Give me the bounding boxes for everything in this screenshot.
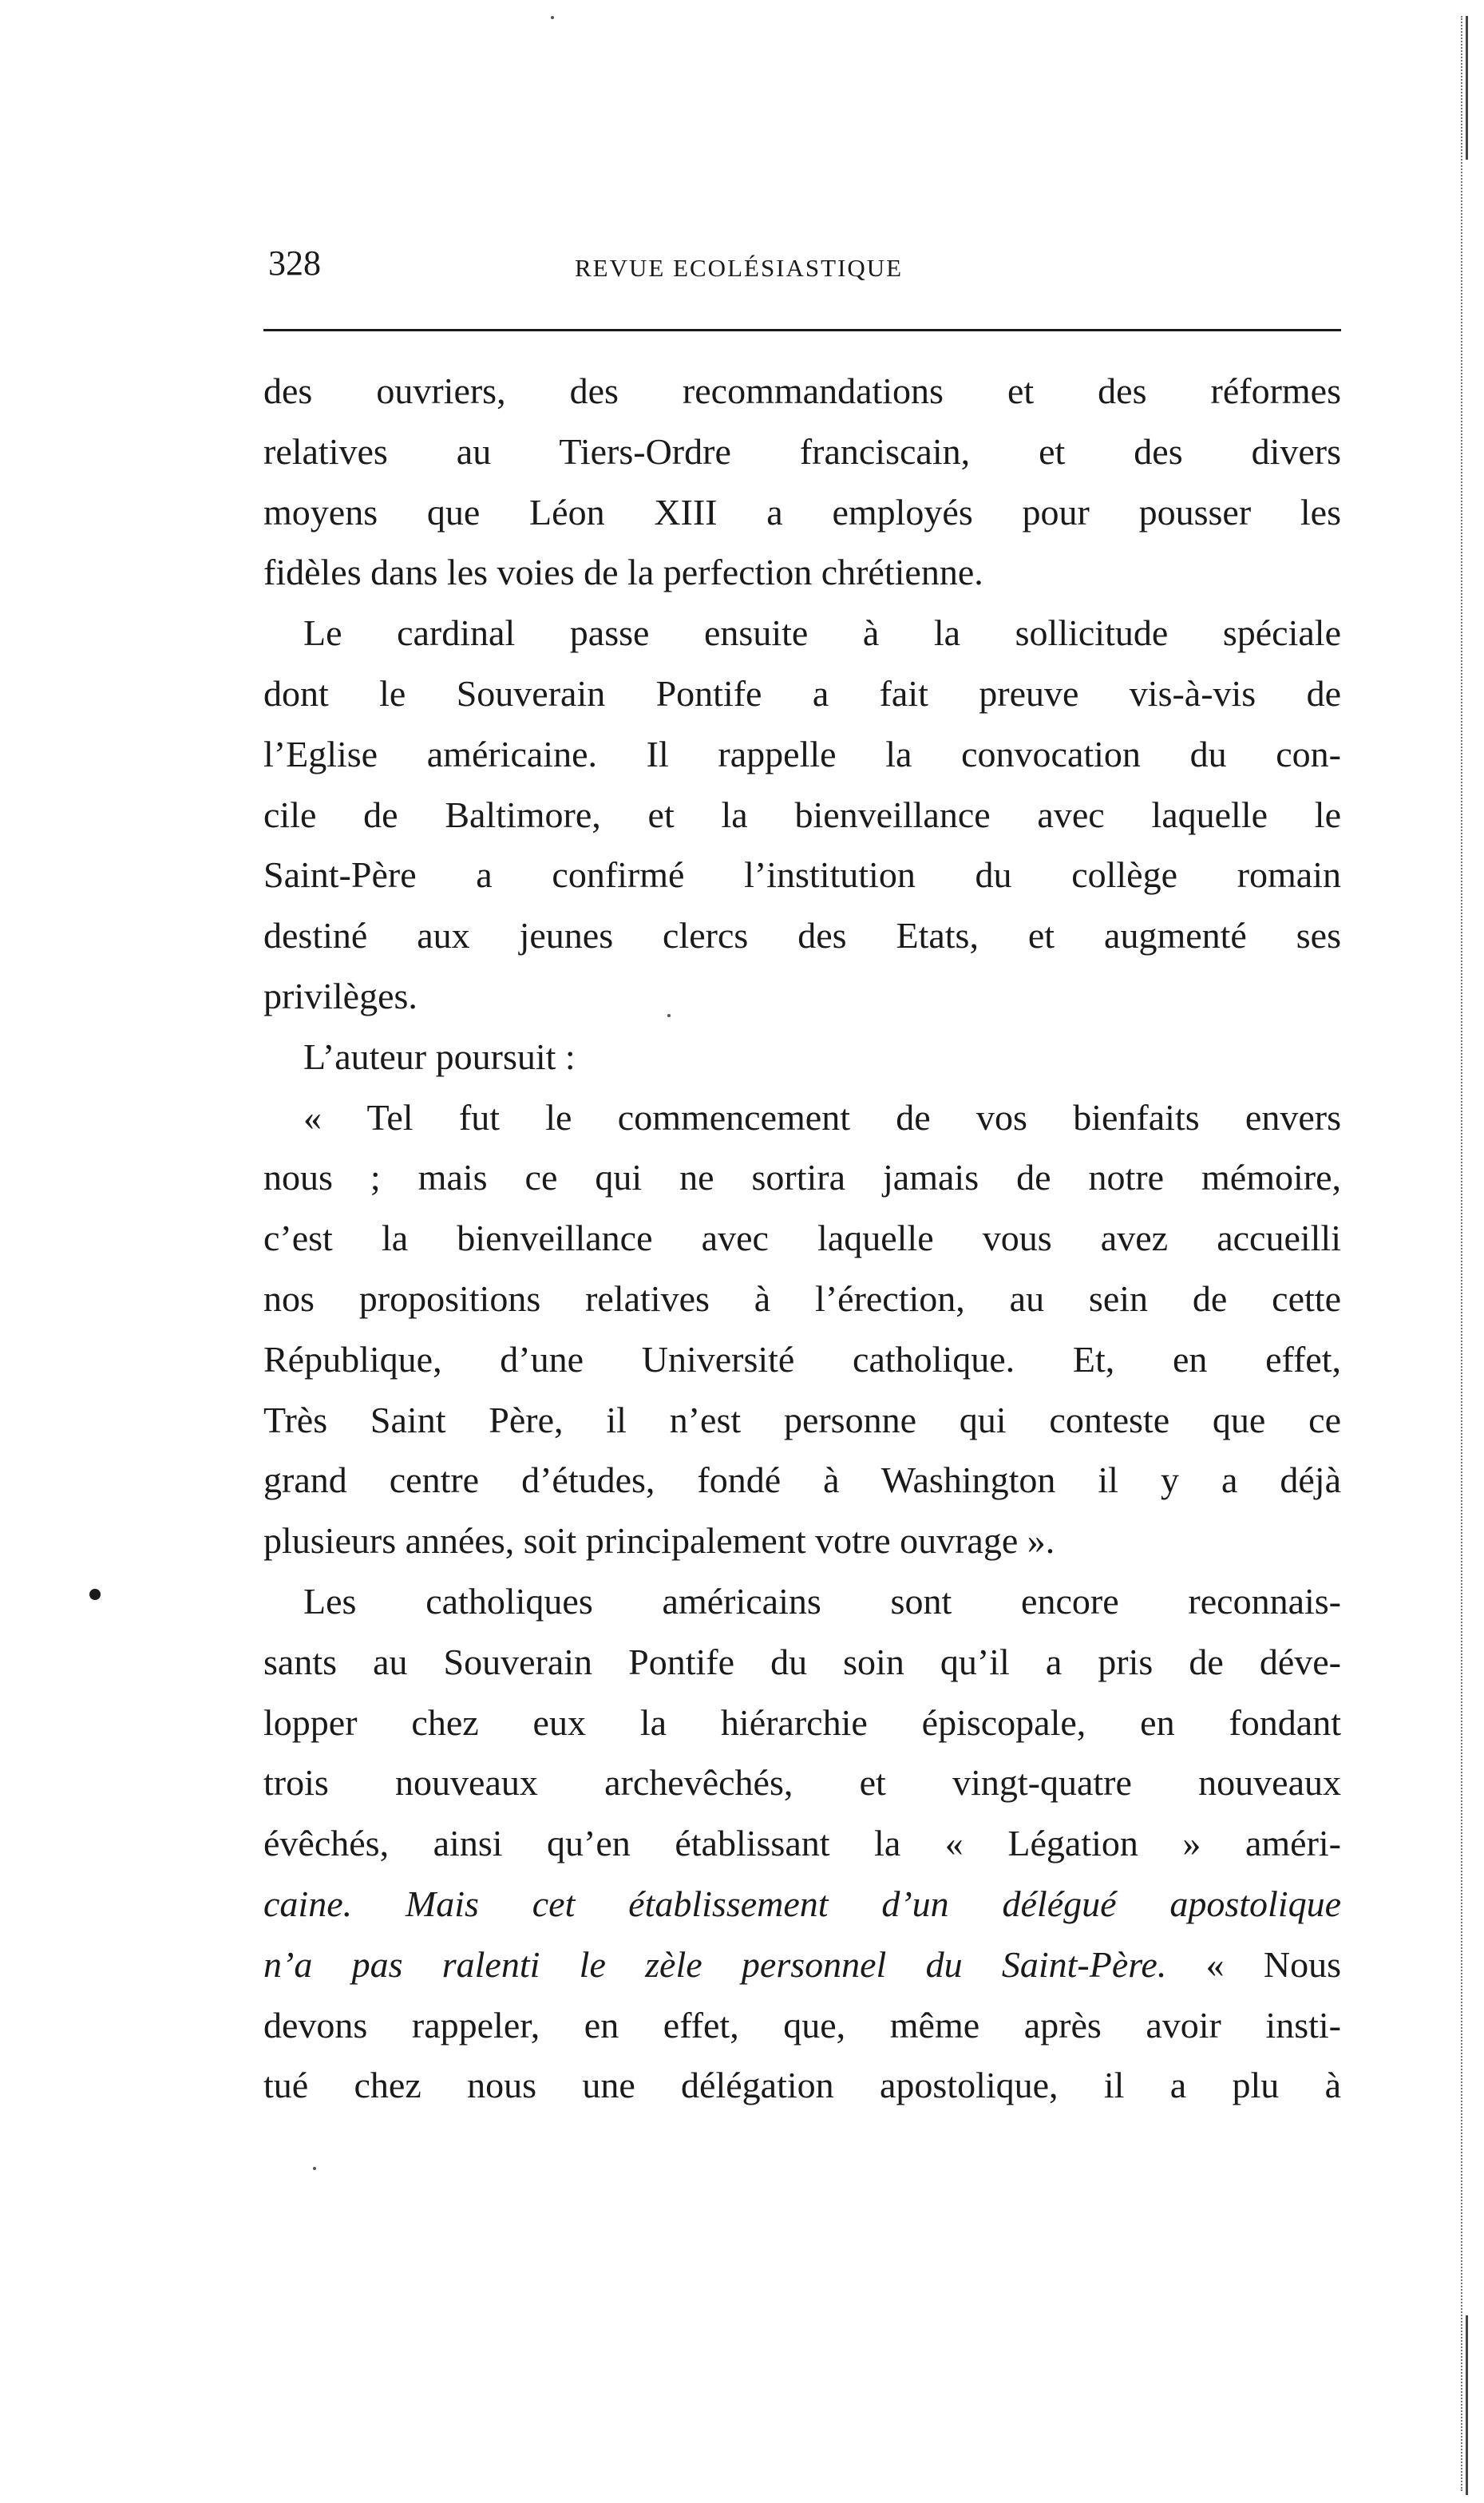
text-line: cile de Baltimore, et la bienveillance avec laquelle le — [263, 794, 1341, 835]
text-line: grand centre d’études, fondé à Washington il y a déjà — [263, 1459, 1341, 1501]
right-margin-dotted-line — [1461, 16, 1462, 2491]
text-line: sants au Souverain Pontife du soin qu’il a pris de déve- — [263, 1641, 1341, 1682]
right-margin-edge-mark-lower — [1466, 2315, 1468, 2495]
text-line: des ouvriers, des recommandations et des réformes — [263, 370, 1341, 411]
text-line: fidèles dans les voies de la perfection chrétienne. — [263, 552, 983, 593]
text-line: lopper chez eux la hiérarchie épiscopale, en fondant — [263, 1701, 1341, 1743]
right-margin-edge-mark — [1466, 16, 1468, 160]
page-number: 328 — [268, 244, 321, 283]
text-line: Très Saint Père, il n’est personne qui conteste que ce — [263, 1399, 1341, 1440]
text-line: nous ; mais ce qui ne sortira jamais de notre mémoire, — [263, 1157, 1341, 1198]
text-line: c’est la bienveillance avec laquelle vous avez accueilli — [263, 1218, 1341, 1259]
text-line: relatives au Tiers-Ordre franciscain, et des divers — [263, 430, 1341, 472]
running-head — [263, 240, 1341, 303]
text-line: L’auteur poursuit : — [303, 1036, 576, 1077]
text-line: « Tel fut le commencement de vos bienfaits envers — [303, 1096, 1341, 1138]
text-line: devons rappeler, en effet, que, même après avoir insti- — [263, 2004, 1341, 2046]
header-rule — [263, 329, 1341, 331]
italic-run: n’a pas ralenti le zèle personnel du Saint-Père. — [263, 1943, 1167, 1985]
text-line: trois nouveaux archevêchés, et vingt-quatre nouveaux — [263, 1762, 1341, 1804]
text-line: dont le Souverain Pontife a fait preuve vis-à-vis de — [263, 672, 1341, 714]
text-line-mixed — [263, 1935, 1341, 1995]
text-line-italic: caine. Mais cet établissement d’un délégué apostolique — [263, 1883, 1341, 1924]
running-title: REVUE ECOLÉSIASTIQUE — [575, 254, 904, 282]
text-line: évêchés, ainsi qu’en établissant la « Légation » améri- — [263, 1823, 1341, 1864]
text-line: privilèges. — [263, 975, 417, 1016]
text-line: moyens que Léon XIII a employés pour pousser les — [263, 491, 1341, 533]
body-text — [263, 361, 1341, 2277]
text-line: Saint-Père a confirmé l’institution du collège romain — [263, 854, 1341, 896]
roman-run: « Nous — [1166, 1943, 1342, 1985]
text-line: l’Eglise américaine. Il rappelle la convocation du con- — [263, 733, 1341, 774]
text-line: tué chez nous une délégation apostolique, il a plu à — [263, 2065, 1341, 2106]
scan-speck — [551, 16, 554, 19]
text-line: nos propositions relatives à l’érection, au sein de cette — [263, 1277, 1341, 1319]
text-line: destiné aux jeunes clercs des Etats, et augmenté ses — [263, 915, 1341, 956]
text-line: Les catholiques américains sont encore reconnais- — [303, 1580, 1341, 1622]
text-line: Le cardinal passe ensuite à la sollicitude spéciale — [303, 612, 1341, 654]
text-line: plusieurs années, soit principalement votre ouvrage ». — [263, 1520, 1055, 1562]
margin-dot — [89, 1589, 101, 1600]
text-line: République, d’une Université catholique. Et, en effet, — [263, 1338, 1341, 1380]
